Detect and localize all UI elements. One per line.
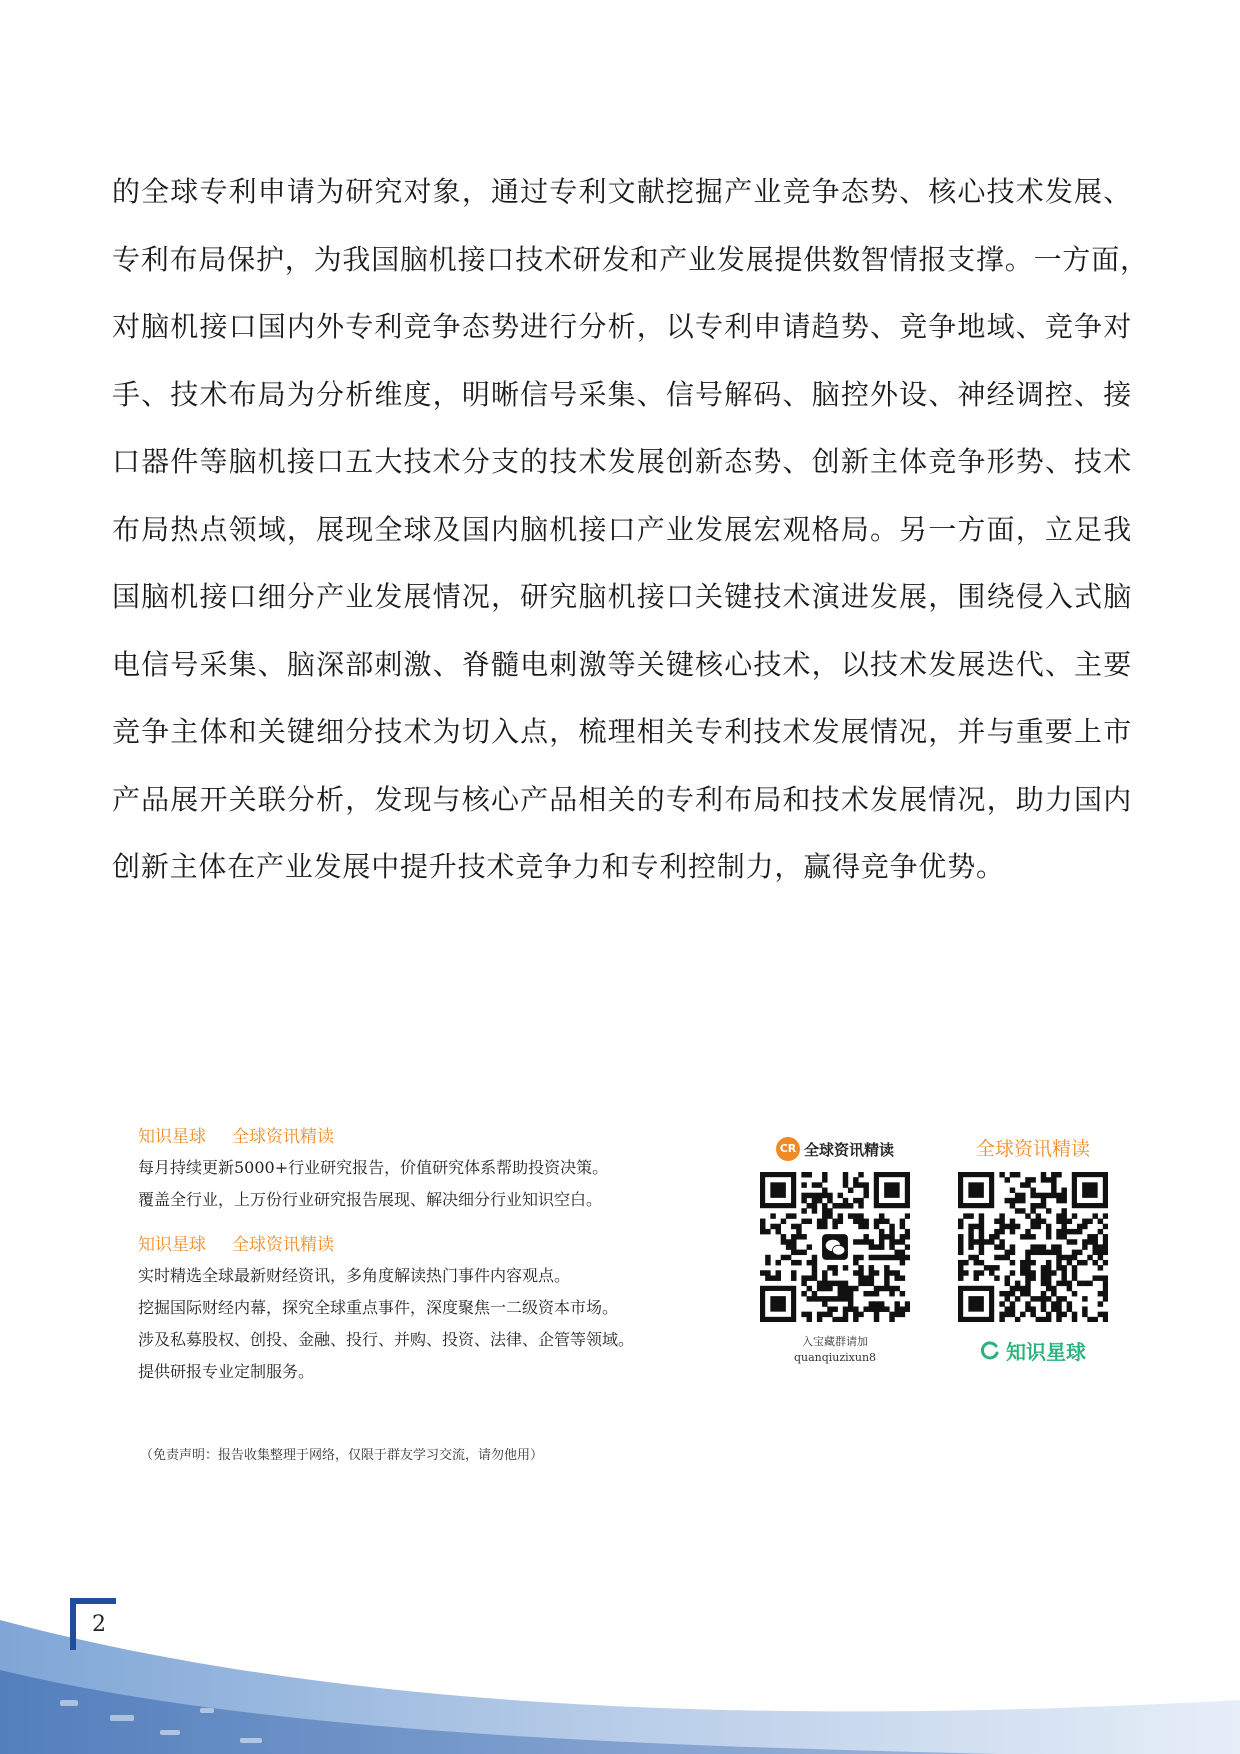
zsxq-brand: 知识星球 bbox=[1006, 1340, 1086, 1364]
promo-channel: 全球资讯精读 bbox=[232, 1127, 334, 1147]
zsxq-ring-icon bbox=[980, 1341, 1000, 1361]
promo-line: 每月持续更新5000+行业研究报告，价值研究体系帮助投资决策。 bbox=[138, 1158, 609, 1177]
zsxq-qr-code-icon[interactable] bbox=[958, 1172, 1108, 1322]
body-line: 口器件等脑机接口五大技术分支的技术发展创新态势、创新主体竞争形势、技术 bbox=[112, 445, 1132, 478]
body-line: 手、技术布局为分析维度，明晰信号采集、信号解码、脑控外设、神经调控、接 bbox=[112, 377, 1132, 411]
body-line: 创新主体在产业发展中提升技术竞争力和专利控制力，赢得竞争优势。 bbox=[112, 850, 1005, 883]
promo-channel: 全球资讯精读 bbox=[232, 1235, 334, 1255]
promo-line: 覆盖全行业，上万份行业研究报告展现、解决细分行业知识空白。 bbox=[138, 1190, 603, 1209]
body-line: 竞争主体和关键细分技术为切入点，梳理相关专利技术发展情况，并与重要上市 bbox=[112, 715, 1132, 748]
promo-brand: 知识星球 bbox=[138, 1127, 206, 1147]
body-line: 国脑机接口细分产业发展情况，研究脑机接口关键技术演进发展，围绕侵入式脑 bbox=[112, 580, 1132, 613]
cr-badge-icon: CR bbox=[776, 1137, 800, 1161]
body-line: 专利布局保护，为我国脑机接口技术研发和产业发展提供数智情报支撑。一方面， bbox=[112, 242, 1149, 276]
disclaimer: （免责声明：报告收集整理于网络，仅限于群友学习交流，请勿他用） bbox=[140, 1448, 544, 1463]
promo-heading bbox=[138, 1122, 718, 1152]
body-line: 电信号采集、脑深部刺激、脊髓电刺激等关键核心技术，以技术发展迭代、主要 bbox=[112, 647, 1132, 681]
promo-line: 实时精选全球最新财经资讯，多角度解读热门事件内容观点。 bbox=[138, 1266, 571, 1285]
wechat-qr-block bbox=[745, 1136, 925, 1366]
cr-logo-text: 全球资讯精读 bbox=[803, 1140, 894, 1159]
page-number: 2 bbox=[92, 1612, 106, 1637]
qr-caption: 入宝藏群请加 bbox=[802, 1335, 868, 1348]
body-paragraph bbox=[112, 158, 1149, 901]
body-line: 布局热点领域，展现全球及国内脑机接口产业发展宏观格局。另一方面，立足我 bbox=[112, 512, 1132, 546]
body-line: 的全球专利申请为研究对象，通过专利文献挖掘产业竞争态势、核心技术发展、 bbox=[112, 175, 1132, 208]
promo-section bbox=[138, 1122, 718, 1388]
zsxq-logo bbox=[948, 1336, 1118, 1365]
promo-line: 提供研报专业定制服务。 bbox=[138, 1362, 315, 1381]
promo-line: 挖掘国际财经内幕，探究全球重点事件，深度聚焦一二级资本市场。 bbox=[138, 1298, 619, 1317]
cr-logo bbox=[745, 1136, 925, 1162]
promo-brand: 知识星球 bbox=[138, 1235, 206, 1255]
qr-caption-id: quanqiuzixun8 bbox=[793, 1351, 877, 1364]
promo-line: 涉及私募股权、创投、金融、投行、并购、投资、法律、企管等领域。 bbox=[138, 1330, 635, 1349]
zsxq-qr-block bbox=[948, 1136, 1118, 1365]
promo-heading bbox=[138, 1230, 718, 1260]
footer-decoration bbox=[0, 1580, 1240, 1754]
body-line: 产品展开关联分析，发现与核心产品相关的专利布局和技术发展情况，助力国内 bbox=[112, 782, 1132, 816]
body-line: 对脑机接口国内外专利竞争态势进行分析，以专利申请趋势、竞争地域、竞争对 bbox=[112, 310, 1132, 343]
wechat-qr-code-icon[interactable] bbox=[760, 1172, 910, 1322]
qr-right-title: 全球资讯精读 bbox=[975, 1138, 1090, 1160]
